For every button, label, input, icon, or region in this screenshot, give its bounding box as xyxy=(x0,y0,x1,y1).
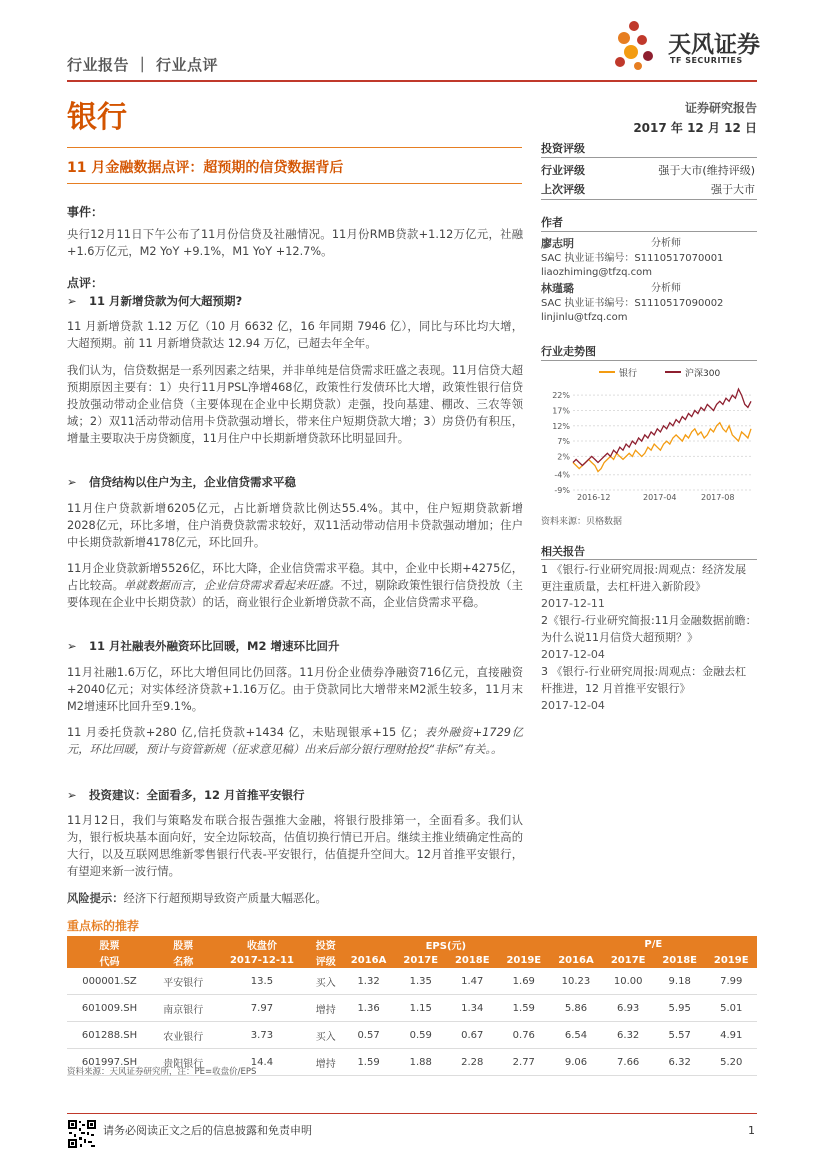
section-2-para-1: 11月住户贷款新增6205亿元，占比新增贷款比例达55.4%。其中，住户短期贷款新增2028亿元，环比多增，住户消费贷款需求较好，双11活动带动信用卡贷款强动增加；住户中长期贷款新增4178亿元，环比回升。 xyxy=(67,502,523,549)
author-rule xyxy=(541,231,757,232)
chart-legend xyxy=(599,367,720,379)
table-header-row-2 xyxy=(67,952,757,968)
report-type: 行业报告 ｜ 行业点评 xyxy=(67,56,218,74)
report-title: 11 月金融数据点评：超预期的信贷数据背后 xyxy=(67,160,344,176)
section-4-title-text: 投资建议：全面看多，12 月首推平安银行 xyxy=(89,788,305,802)
event-text: 央行12月11日下午公布了11月份信贷及社融情况。11月份RMB贷款+1.12万亿元，社融+1.6万亿元，M2 YoY +9.1%，M1 YoY +12.7%。 xyxy=(67,228,523,258)
table-cell: 1.88 xyxy=(395,1049,447,1076)
header-rule xyxy=(67,80,757,82)
section-3-para-2 xyxy=(67,724,523,758)
table-cell: 9.18 xyxy=(654,968,706,995)
related-rule xyxy=(541,559,757,560)
table-cell: 4.91 xyxy=(705,1022,757,1049)
table-cell: 14.4 xyxy=(214,1049,309,1076)
th-eps-2017e: 2017E xyxy=(395,952,447,968)
th-pe: P/E xyxy=(550,936,757,952)
section-3-title-text: 11 月社融表外融资环比回暖，M2 增速环比回升 xyxy=(89,639,340,653)
chart-lines xyxy=(573,389,751,472)
table-cell: 南京银行 xyxy=(152,995,214,1022)
table-cell: 1.59 xyxy=(498,995,550,1022)
section-1-title-text: 11 月新增贷款为何大超预期? xyxy=(89,294,243,308)
table-title: 重点标的推荐 xyxy=(67,919,140,933)
table-cell: 0.57 xyxy=(342,1022,395,1049)
table-cell: 1.34 xyxy=(447,995,499,1022)
author-email[interactable]: liaozhiming@tfzq.com xyxy=(541,267,652,278)
x-tick-label: 2017-04 xyxy=(643,493,677,502)
th-eps-2018e: 2018E xyxy=(447,952,499,968)
th-pe-2017e: 2017E xyxy=(602,952,654,968)
footer-notice: 请务必阅读正文之后的信息披露和免责申明 xyxy=(103,1124,312,1137)
table-cell: 1.35 xyxy=(395,968,447,995)
rating-rule xyxy=(541,157,757,158)
doc-date: 2017 年 12 月 12 日 xyxy=(633,121,757,135)
table-header-row-1 xyxy=(67,936,757,952)
page-number: 1 xyxy=(748,1124,755,1137)
y-tick-label: 17% xyxy=(552,406,570,416)
related-report-title[interactable]: 1 《银行-行业研究周报:周观点：经济发展更注重质量，去杠杆进入新阶段》 xyxy=(541,563,747,593)
risk-label: 风险提示： xyxy=(67,892,124,905)
table-body xyxy=(67,968,757,1076)
section-2-para-2 xyxy=(67,560,523,611)
table-cell: 1.59 xyxy=(342,1049,395,1076)
table-cell: 1.15 xyxy=(395,995,447,1022)
table-cell: 1.69 xyxy=(498,968,550,995)
th-grade: 评级 xyxy=(309,952,342,968)
rating-label: 上次评级 xyxy=(541,183,585,196)
related-report-2[interactable] xyxy=(541,612,757,663)
table-cell: 贵阳银行 xyxy=(152,1049,214,1076)
th-eps-2019e: 2019E xyxy=(498,952,550,968)
th-pe-2019e: 2019E xyxy=(705,952,757,968)
industry-trend-chart xyxy=(541,362,757,502)
author-name: 廖志明 xyxy=(541,237,574,250)
title-rule-top xyxy=(67,147,522,148)
risk-warning xyxy=(67,890,523,907)
table-cell: 增持 xyxy=(309,1049,342,1076)
trend-heading: 行业走势图 xyxy=(541,345,596,358)
section-4-para-1: 11月12日，我们与策略发布联合报告强推大金融，将银行股排第一，全面看多。我们认为，银行板块基本面向好，安全边际较高，估值切换行情已开启。继续主推业绩确定性高的大行，以及互联网思维新零售银行代表-平安银行，估值提升空间大。12月首推平安银行，有望迎来新一波行情。 xyxy=(67,814,523,878)
author-role: 分析师 xyxy=(651,238,681,249)
section-2-para-2c: 不过，剔除政策性银行信贷投放（主要体现在企业中长期贷款）的话，商业银行企业新增贷款不高，企业信贷需求平稳。 xyxy=(67,579,523,609)
th-pe-2018e: 2018E xyxy=(654,952,706,968)
x-tick-label: 2016-12 xyxy=(577,493,611,502)
rating-rule-bottom xyxy=(541,199,757,200)
table-cell: 0.59 xyxy=(395,1022,447,1049)
table-cell: 增持 xyxy=(309,995,342,1022)
th-stock-name: 股票 xyxy=(152,936,214,952)
rating-row-previous xyxy=(541,181,755,197)
doc-type: 证券研究报告 xyxy=(684,101,757,115)
rating-value: 强于大市 xyxy=(711,183,755,196)
rating-row-industry xyxy=(541,162,755,178)
trend-rule xyxy=(541,360,757,361)
th-name: 名称 xyxy=(152,952,214,968)
table-cell: 10.23 xyxy=(550,968,603,995)
arrow-icon: ➢ xyxy=(67,639,77,653)
th-eps: EPS(元) xyxy=(342,936,549,952)
table-cell: 7.66 xyxy=(602,1049,654,1076)
table-cell: 农业银行 xyxy=(152,1022,214,1049)
related-report-date: 2017-12-04 xyxy=(541,648,605,661)
table-cell: 2.28 xyxy=(447,1049,499,1076)
section-3-title xyxy=(67,638,339,654)
legend-label-hs300: 沪深300 xyxy=(685,369,721,379)
logo-en-text: TF SECURITIES xyxy=(670,56,743,65)
table-cell: 1.36 xyxy=(342,995,395,1022)
table-cell: 601288.SH xyxy=(67,1022,152,1049)
table-source: 资料来源：天风证券研究所，注：PE=收盘价/EPS xyxy=(67,1067,257,1077)
th-eps-2016a: 2016A xyxy=(342,952,395,968)
y-tick-label: 12% xyxy=(552,421,570,431)
related-report-3[interactable] xyxy=(541,663,757,714)
table-cell: 5.01 xyxy=(705,995,757,1022)
table-cell: 1.32 xyxy=(342,968,395,995)
y-tick-label: -4% xyxy=(554,470,570,480)
sector-title: 银行 xyxy=(67,100,127,135)
related-heading: 相关报告 xyxy=(541,545,585,558)
table-cell: 买入 xyxy=(309,1022,342,1049)
table-cell: 601009.SH xyxy=(67,995,152,1022)
qr-code-icon xyxy=(67,1119,97,1149)
section-2-title-text: 信贷结构以住户为主，企业信贷需求平稳 xyxy=(89,475,296,489)
section-1-para-2: 我们认为，信贷数据是一系列因素之结果，并非单纯是信贷需求旺盛之表现。11月信贷大超预期原因主要有：1）央行11月PSL净增468亿，政策性行发债环比大增，政策性银行信贷投放强动带动企业信贷（主要体现在企业中长期贷款）走强，投向基建、棚改、三农等领域；2）双11活动带动信用卡贷款强动增长，带来住户短期贷款大增；3）房贷仍有积压，增量主要取决于房贷额度，11月住户中长期新增贷款环比明显回升。 xyxy=(67,364,523,445)
th-pe-2016a: 2016A xyxy=(550,952,603,968)
table-row xyxy=(67,1022,757,1049)
table-cell: 6.93 xyxy=(602,995,654,1022)
author-role: 分析师 xyxy=(651,283,681,294)
section-3-para-2b: 表外融资+1729亿元，环比回暖，预计与资管新规（征求意见稿）出来后部分银行理财抢投“非标”有关。。 xyxy=(67,726,523,756)
table-cell: 买入 xyxy=(309,968,342,995)
section-2-title xyxy=(67,474,296,490)
author-cert: SAC 执业证书编号：S1110517090002 xyxy=(541,298,724,309)
risk-text: 经济下行超预期导致资产质量大幅恶化。 xyxy=(123,892,327,905)
author-cert: SAC 执业证书编号：S1110517070001 xyxy=(541,253,724,264)
th-rating: 投资 xyxy=(309,936,342,952)
table-cell: 5.95 xyxy=(654,995,706,1022)
chart-source: 资料来源：贝格数据 xyxy=(541,517,623,527)
legend-label-bank: 银行 xyxy=(619,369,638,379)
author-email[interactable]: linjinlu@tfzq.com xyxy=(541,312,628,323)
table-cell: 000001.SZ xyxy=(67,968,152,995)
section-4-title xyxy=(67,787,305,803)
table-cell: 平安银行 xyxy=(152,968,214,995)
y-tick-label: -9% xyxy=(554,486,570,495)
section-2-para-2a: 11月企业贷款新增5526亿，环比大降，企业信贷需求平稳。其中，企业中长期+4275亿，占比较高。 xyxy=(67,562,523,592)
table-cell: 6.32 xyxy=(602,1022,654,1049)
table-cell: 6.32 xyxy=(654,1049,706,1076)
series-line-hs300 xyxy=(573,389,751,465)
th-close: 收盘价 xyxy=(214,936,309,952)
table-cell: 601997.SH xyxy=(67,1049,152,1076)
table-cell: 0.67 xyxy=(447,1022,499,1049)
table-cell: 2.77 xyxy=(498,1049,550,1076)
section-2-para-2b: 单就数据而言，企业信贷需求看起来旺盛。 xyxy=(124,579,341,592)
section-1-para-1: 11 月新增贷款 1.12 万亿（10 月 6632 亿，16 年同期 7946 亿），同比与环比均大增，大超预期。前 11 月新增贷款达 12.94 万亿，已超去年全年。 xyxy=(67,320,523,350)
table-row xyxy=(67,968,757,995)
table-row xyxy=(67,995,757,1022)
rating-label: 行业评级 xyxy=(541,164,585,177)
table-cell: 0.76 xyxy=(498,1022,550,1049)
related-report-title[interactable]: 3 《银行-行业研究周报:周观点：金融去杠杆推进，12 月首推平安银行》 xyxy=(541,665,747,695)
comment-heading: 点评： xyxy=(67,276,104,290)
author-1 xyxy=(541,237,757,280)
rating-heading: 投资评级 xyxy=(541,142,585,155)
related-report-date: 2017-12-11 xyxy=(541,597,605,610)
th-code: 代码 xyxy=(67,952,152,968)
rating-value: 强于大市(维持评级) xyxy=(658,164,755,177)
stock-recommendation-table xyxy=(67,936,757,1076)
arrow-icon: ➢ xyxy=(67,475,77,489)
title-rule-bottom xyxy=(67,183,522,184)
table-cell: 1.47 xyxy=(447,968,499,995)
section-3-para-1: 11月社融1.6万亿，环比大增但同比仍回落。11月份企业债券净融资716亿元，直接融资+2040亿元；对实体经济贷款+1.16万亿。由于贷款同比大增带来M2派生较多，11月末M2增速环比回升至9.1%。 xyxy=(67,666,523,713)
related-report-title[interactable]: 2《银行-行业研究简报:11月金融数据前瞻：为什么说11月信贷大超预期？》 xyxy=(541,614,757,644)
logo-cn-text: 天风证券 xyxy=(668,32,760,58)
table-cell: 13.5 xyxy=(214,968,309,995)
table-cell: 9.06 xyxy=(550,1049,603,1076)
th-stock-code: 股票 xyxy=(67,936,152,952)
table-cell: 3.73 xyxy=(214,1022,309,1049)
section-3-para-2a: 11 月委托贷款+280 亿,信托贷款+1434 亿，未贴现银承+15 亿； xyxy=(67,726,424,739)
table-cell: 7.97 xyxy=(214,995,309,1022)
th-date: 2017-12-11 xyxy=(214,952,309,968)
arrow-icon: ➢ xyxy=(67,294,77,308)
arrow-icon: ➢ xyxy=(67,788,77,802)
x-tick-label: 2017-08 xyxy=(701,493,735,502)
table-cell: 6.54 xyxy=(550,1022,603,1049)
event-heading: 事件： xyxy=(67,205,104,219)
table-cell: 5.57 xyxy=(654,1022,706,1049)
footer-rule xyxy=(67,1113,757,1114)
author-heading: 作者 xyxy=(541,216,563,229)
related-report-1[interactable] xyxy=(541,561,757,612)
y-tick-label: 7% xyxy=(557,437,570,447)
chart-xticks xyxy=(577,493,734,502)
table-cell: 5.86 xyxy=(550,995,603,1022)
y-tick-label: 22% xyxy=(552,391,570,401)
author-2 xyxy=(541,282,757,325)
related-report-date: 2017-12-04 xyxy=(541,699,605,712)
table-cell: 10.00 xyxy=(602,968,654,995)
y-tick-label: 2% xyxy=(557,452,570,462)
table-cell: 7.99 xyxy=(705,968,757,995)
author-name: 林瑾璐 xyxy=(541,282,574,295)
section-1-title xyxy=(67,293,242,309)
chart-grid xyxy=(552,391,751,495)
table-cell: 5.20 xyxy=(705,1049,757,1076)
